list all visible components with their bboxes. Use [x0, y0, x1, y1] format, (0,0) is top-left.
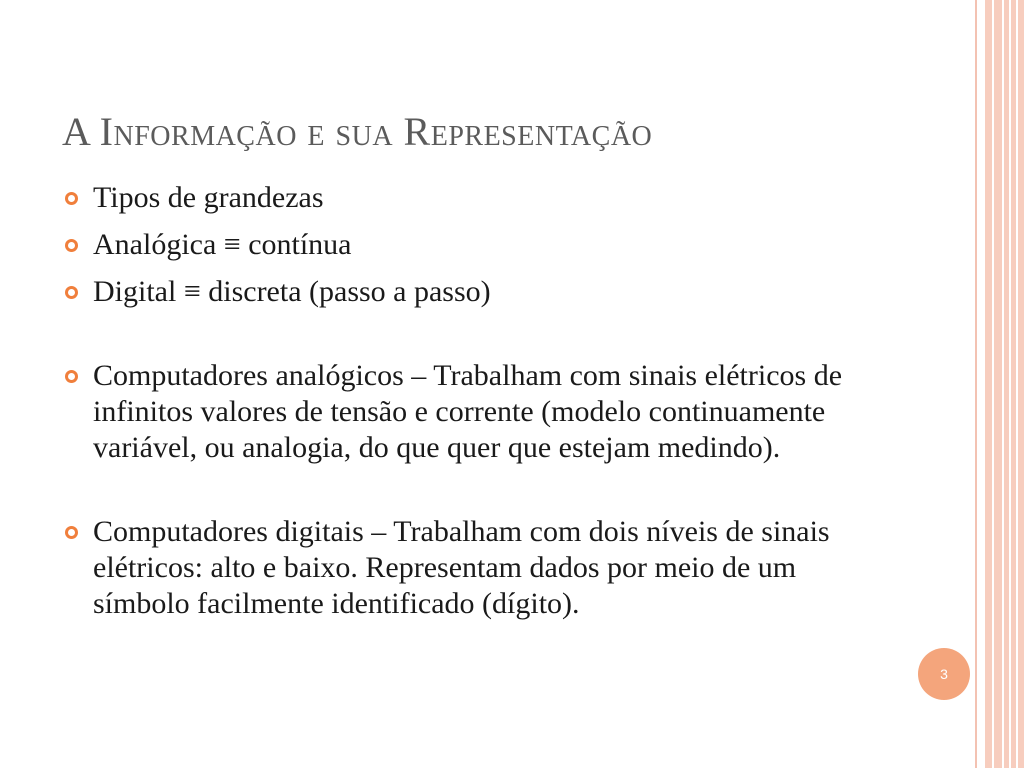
- circle-bullet-icon: [65, 526, 78, 539]
- bullet-text: Analógica ≡ contínua: [93, 228, 352, 261]
- circle-bullet-icon: [65, 192, 78, 205]
- bullet-text: Computadores digitais – Trabalham com dois níveis de sinais elétricos: alto e baixo. Representam dados por meio de um símbolo facilmente identificado (dígito).: [93, 515, 830, 620]
- slide-title: A Informação e sua Representação: [62, 109, 653, 154]
- circle-bullet-icon: [65, 239, 78, 252]
- bullet-item: [62, 514, 862, 622]
- decorative-stripe: [1018, 0, 1024, 768]
- bullet-text: Digital ≡ discreta (passo a passo): [93, 275, 491, 308]
- bullet-item: [62, 227, 862, 263]
- bullet-item: [62, 180, 862, 216]
- bullet-item: [62, 358, 862, 466]
- decorative-stripe: [975, 0, 977, 768]
- decorative-stripe: [994, 0, 1002, 768]
- page-number-badge: [918, 648, 970, 700]
- bullet-list: [62, 180, 862, 633]
- circle-bullet-icon: [65, 370, 78, 383]
- circle-bullet-icon: [65, 286, 78, 299]
- decorative-stripe: [1004, 0, 1009, 768]
- bullet-text: Tipos de grandezas: [93, 181, 324, 214]
- page-number: 3: [940, 666, 948, 682]
- bullet-item: [62, 274, 862, 310]
- decorative-stripe: [985, 0, 992, 768]
- bullet-text: Computadores analógicos – Trabalham com sinais elétricos de infinitos valores de tensão e corrente (modelo continuamente variável, ou analogia, do que quer que estejam medindo).: [93, 359, 843, 464]
- decorative-stripe: [1011, 0, 1016, 768]
